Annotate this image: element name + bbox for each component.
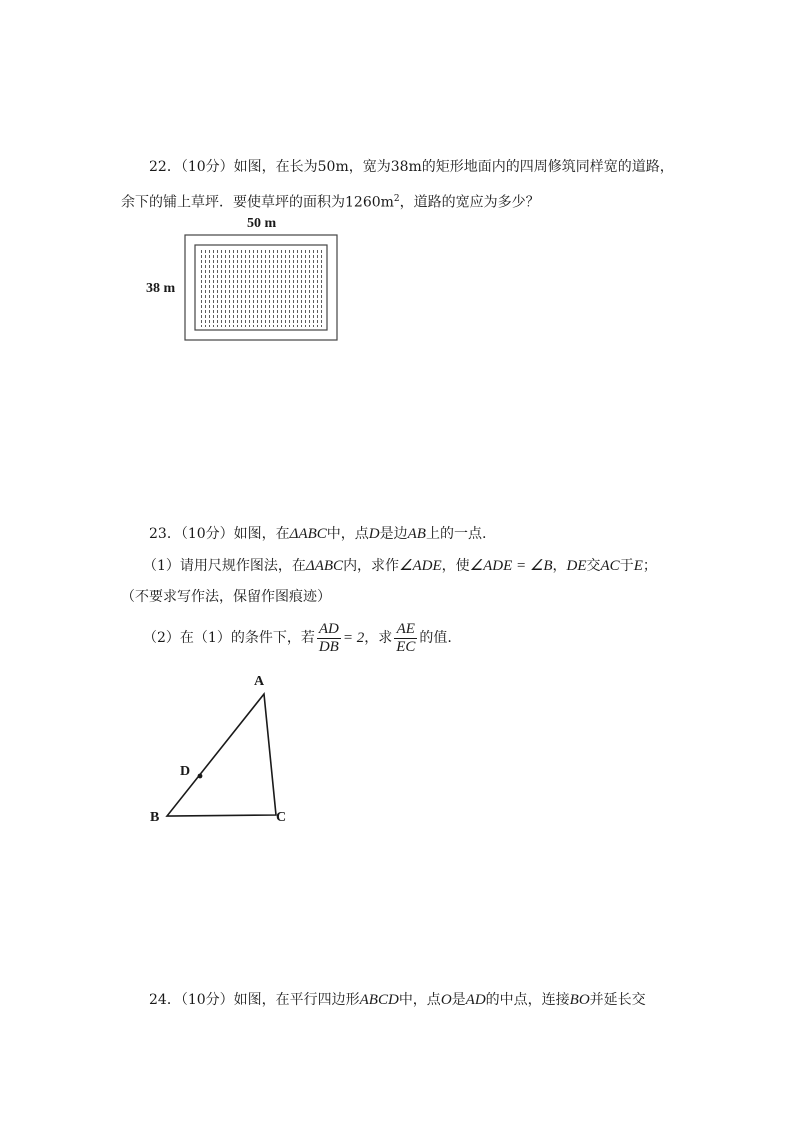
q23-p2-part-b: ，求: [364, 630, 393, 646]
q22-text-line2: [121, 189, 540, 213]
q24-l1-part-e: 并延长交: [589, 992, 646, 1008]
q23-p1-equation: ∠ADE = ∠B: [469, 558, 553, 574]
q24-l1-segment-bo: BO: [569, 992, 590, 1008]
q23-p1-triangle: ΔABC: [305, 558, 344, 574]
q22-superscript: 2: [393, 194, 400, 204]
q23-p1-segment-de: DE: [566, 558, 587, 574]
q23-p1-part-b: 内，求作: [343, 558, 400, 574]
q23-p1-angle: ∠ADE: [399, 558, 442, 574]
q23-l1-part-e: 上的一点.: [425, 526, 487, 542]
q22-rectangle-figure: [180, 230, 342, 344]
q23-p1-point-e: E: [633, 558, 643, 574]
q24-text-line1: [149, 990, 646, 1010]
q24-l1-side-ad: AD: [465, 992, 486, 1008]
q23-p1-side-ac: AC: [600, 558, 620, 574]
q24-l1-part-c: 是: [451, 992, 466, 1008]
q23-label-a: A: [254, 674, 265, 689]
q23-p2-equals: = 2: [342, 630, 365, 646]
q23-l1-part-b: 中，点: [326, 526, 369, 542]
q23-l1-part-c: 是边: [379, 526, 408, 542]
q23-p1-part-g: ；: [642, 558, 657, 574]
q23-p1-part-e: 交: [586, 558, 601, 574]
q23-p2-part-c: 的值.: [419, 630, 452, 646]
q23-fraction2-numerator: AE: [394, 621, 417, 639]
q23-l1-side-ab: AB: [407, 526, 426, 542]
q23-p1-part-d: ，: [552, 558, 567, 574]
q23-p1-part-f: 于: [619, 558, 634, 574]
q22-text-line2-part2: ，道路的宽应为多少？: [399, 194, 540, 211]
q23-fraction1-denominator: DB: [318, 638, 339, 655]
q23-label-b: B: [150, 810, 160, 825]
q24-l1-parallelogram: ABCD: [359, 992, 399, 1008]
q23-p2-part-a: （2）在（1）的条件下，若: [143, 630, 315, 646]
q22-text-line1: 22．（10分）如图，在长为50m，宽为38m的矩形地面内的四周修筑同样宽的道路，: [149, 159, 674, 175]
q23-p1-part-a: （1）请用尺规作图法，在: [143, 558, 306, 574]
q23-label-d: D: [180, 764, 191, 779]
q24-l1-part-d: 的中点，连接: [485, 992, 570, 1008]
q23-part2-line: [143, 620, 452, 656]
q24-l1-point-o: O: [440, 992, 452, 1008]
q23-fraction2-denominator: EC: [396, 638, 416, 655]
q23-l1-point-d: D: [368, 526, 380, 542]
q22-width-label: 50 m: [247, 216, 277, 231]
q23-fraction-ae-ec: [394, 621, 417, 656]
q23-fraction1-numerator: AD: [318, 620, 339, 637]
q22-text-line2-part1: 余下的铺上草坪．要使草坪的面积为1260m: [121, 194, 394, 211]
q24-l1-part-b: 中，点: [398, 992, 441, 1008]
q23-fraction-ad-db: [317, 621, 341, 656]
q23-l1-triangle: ΔABC: [289, 526, 327, 542]
q23-part1-note: （不要求写作法，保留作图痕迹）: [121, 589, 331, 605]
q23-part1-line: [143, 556, 657, 576]
q23-triangle-abc: [167, 694, 276, 816]
q22-lawn-hatch: [199, 249, 323, 327]
q23-l1-part-a: 23．（10分）如图，在: [149, 526, 290, 542]
q22-height-label: 38 m: [146, 281, 176, 296]
q24-l1-part-a: 24．（10分）如图，在平行四边形: [149, 992, 360, 1008]
q23-point-d-dot: [198, 774, 203, 779]
q23-p1-part-c: ，使: [441, 558, 470, 574]
q23-label-c: C: [276, 810, 287, 825]
q23-text-line1: [149, 524, 486, 544]
